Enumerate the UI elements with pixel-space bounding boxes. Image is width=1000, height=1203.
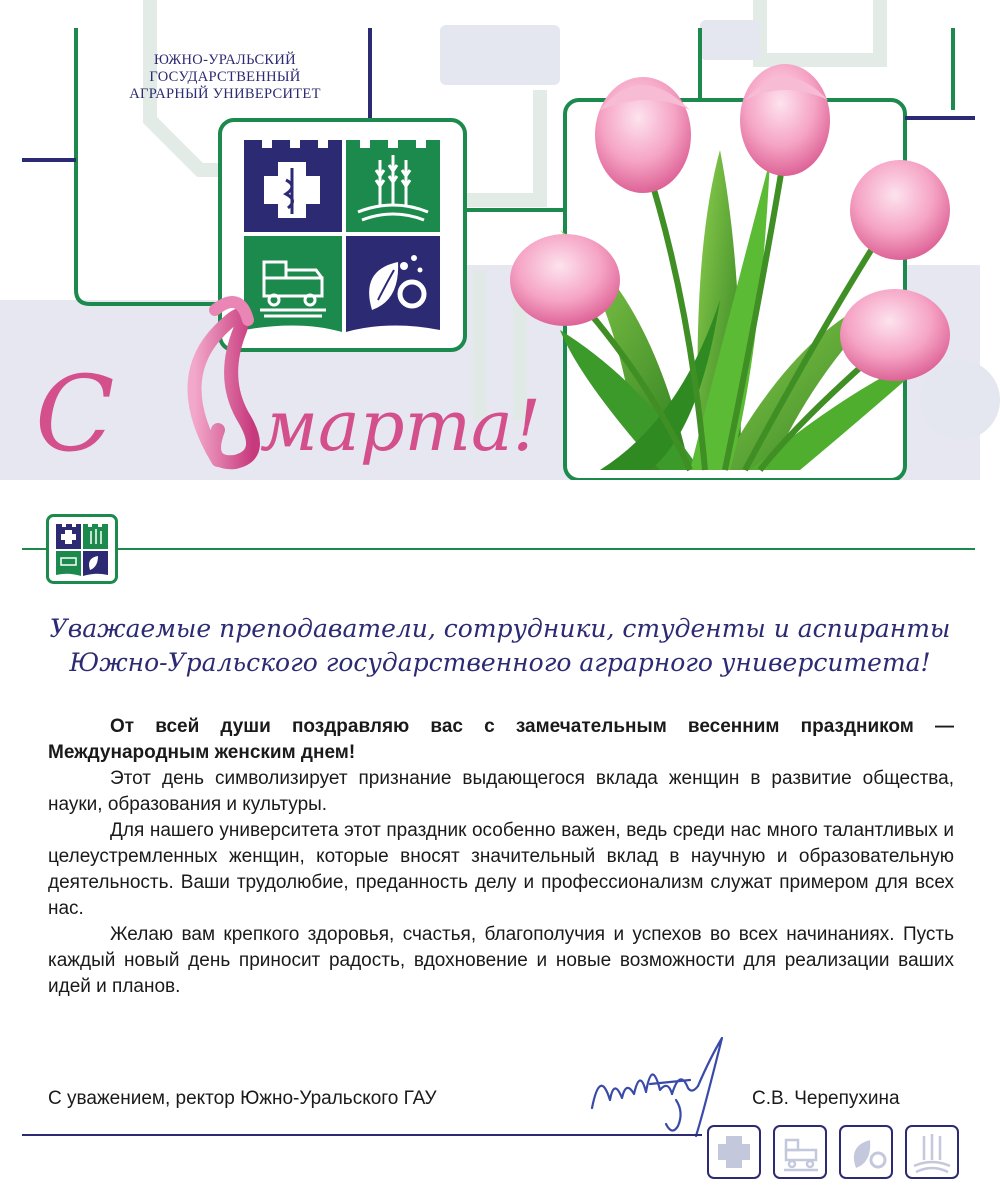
greeting-line: Уважаемые преподаватели, сотрудники, студенты и аспиранты [49, 614, 951, 643]
blue-divider [22, 1134, 702, 1136]
title-prefix: С [35, 353, 115, 475]
letter-paragraph: Для нашего университета этот праздник особенно важен, ведь среди нас много талантливых и целеустремленных женщин, которые вносят значительный вклад в научную и образовательную деятельность. Ваши трудолюбие, преданность делу и профессионализм служат примером для всех нас. [48, 820, 954, 919]
greeting-line: Южно-Уральского государственного аграрного университета! [69, 648, 931, 677]
greeting [20, 612, 980, 680]
university-name-line: АГРАРНЫЙ УНИВЕРСИТЕТ [129, 86, 321, 102]
leaf-gear-icon [854, 1140, 885, 1168]
university-crest [244, 140, 440, 332]
medical-cross-icon [718, 1136, 750, 1168]
closing-text: С уважением, ректор Южно-Уральского ГАУ [48, 1088, 437, 1109]
footer-icon-row [706, 1124, 966, 1180]
university-name-line: ЮЖНО-УРАЛЬСКИЙ [154, 52, 296, 68]
combine-harvester-icon [784, 1140, 818, 1170]
rector-name: С.В. Черепухина [752, 1088, 900, 1109]
letter-paragraph: Этот день символизирует признание выдающегося вклада женщин в развитие общества, науки, образования и культуры. [48, 768, 954, 815]
small-crest-logo [46, 514, 118, 584]
title-word: марта! [260, 385, 541, 467]
letter-paragraph: Желаю вам крепкого здоровья, счастья, благополучия и успехов во всех начинаниях. Пусть каждый новый день приносит радость, вдохновение и новые возможности для реализации ваших идей и планов. [48, 924, 954, 997]
green-divider [22, 548, 975, 550]
letter-body [48, 714, 954, 1000]
wheat-field-icon [914, 1134, 950, 1172]
holiday-title [0, 330, 560, 480]
letter-lead: От всей души поздравляю вас с замечательным весенним праздником — Международным женским днем! [48, 716, 954, 763]
university-name-line: ГОСУДАРСТВЕННЫЙ [149, 69, 301, 85]
university-name [100, 52, 350, 103]
